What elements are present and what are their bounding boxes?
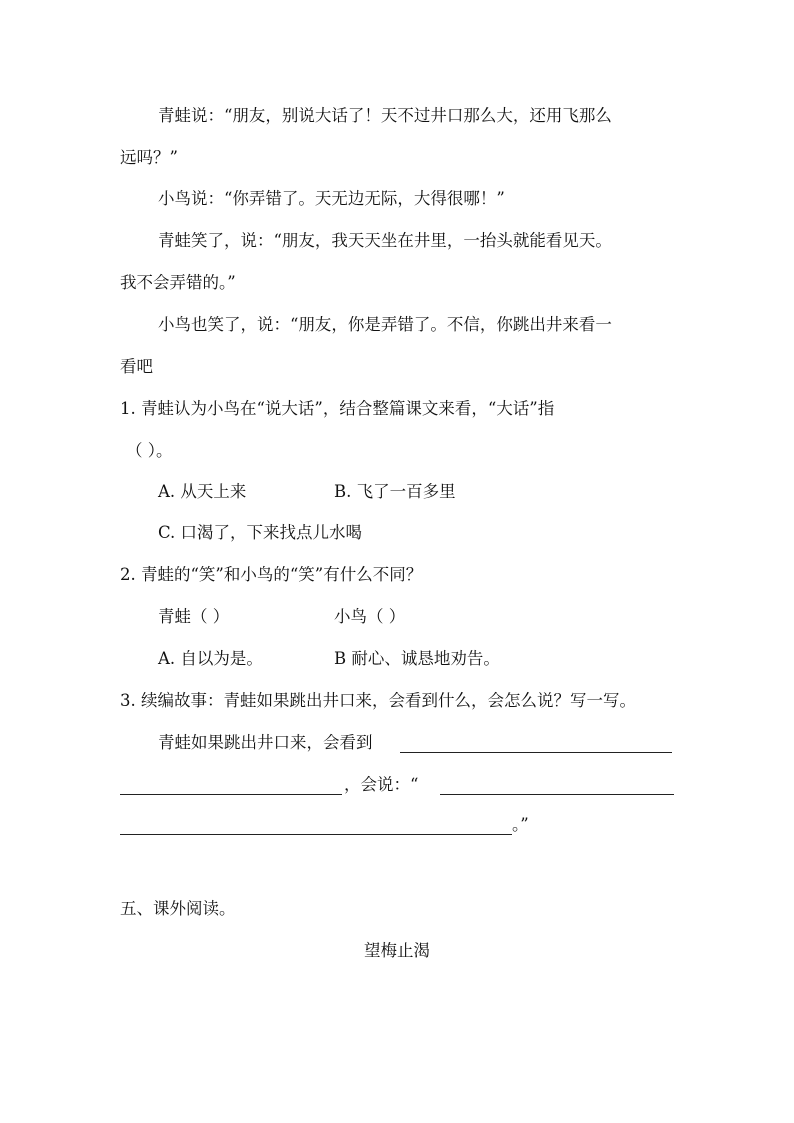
option-b: B. 飞了一百多里 <box>334 482 456 501</box>
question-text: 1. 青蛙认为小鸟在“说大话”，结合整篇课文来看，“大话”指 <box>120 399 555 418</box>
passage-line: 青蛙说：“朋友，别说大话了！天不过井口那么大，还用飞那么 <box>158 106 612 125</box>
answer-blank[interactable]: （ ）。 <box>126 441 173 460</box>
writing-line[interactable] <box>120 794 342 795</box>
frog-answer-blank[interactable]: 青蛙（ ） <box>158 607 230 626</box>
option-c: C. 口渴了，下来找点儿水喝 <box>158 523 363 542</box>
bird-answer-blank[interactable]: 小鸟（ ） <box>334 607 406 626</box>
option-b: B 耐心、诚恳地劝告。 <box>334 649 500 668</box>
reading-title: 望梅止渴 <box>364 941 430 960</box>
prompt-text: 。” <box>512 815 529 834</box>
passage-line: 看吧 <box>120 357 153 376</box>
passage-line: 我不会弄错的。” <box>120 273 236 292</box>
passage-line: 远吗？” <box>120 148 178 167</box>
passage-line: 小鸟说：“你弄错了。天无边无际，大得很哪！” <box>158 189 505 208</box>
question-text: 3. 续编故事：青蛙如果跳出井口来，会看到什么，会怎么说？写一写。 <box>120 691 636 710</box>
option-a: A. 自以为是。 <box>158 649 263 668</box>
passage-line: 青蛙笑了，说：“朋友，我天天坐在井里，一抬头就能看见天。 <box>158 231 612 250</box>
passage-line: 小鸟也笑了，说：“朋友，你是弄错了。不信，你跳出井来看一 <box>158 315 612 334</box>
writing-line[interactable] <box>400 752 672 753</box>
writing-line[interactable] <box>120 834 512 835</box>
prompt-text: ，会说：“ <box>344 775 419 794</box>
writing-line[interactable] <box>440 794 674 795</box>
prompt-text: 青蛙如果跳出井口来，会看到 <box>158 733 373 752</box>
question-text: 2. 青蛙的“笑”和小鸟的“笑”有什么不同？ <box>120 565 423 584</box>
section-heading: 五、课外阅读。 <box>120 899 236 918</box>
option-a: A. 从天上来 <box>158 482 247 501</box>
